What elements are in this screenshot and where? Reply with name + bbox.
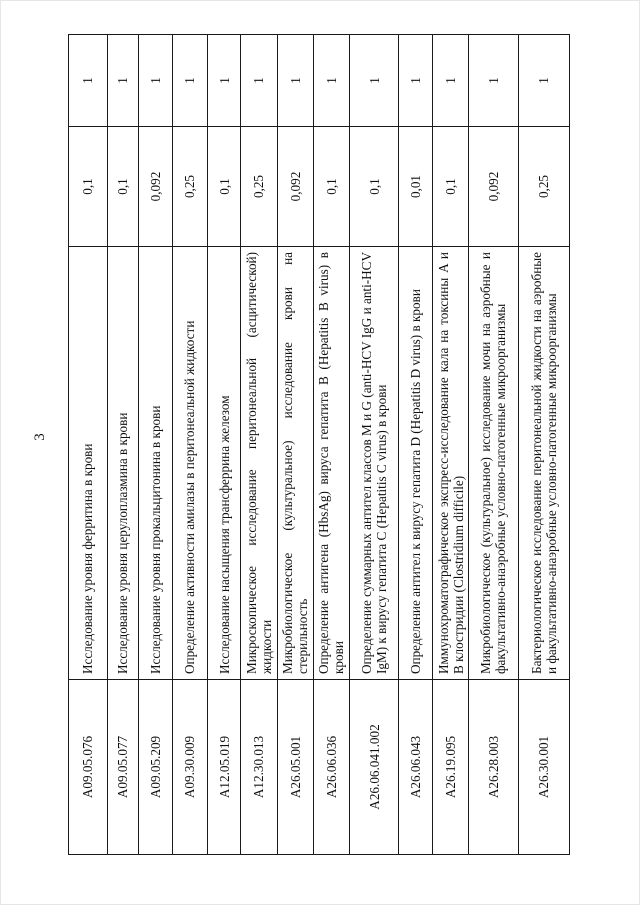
service-code: A26.28.003 xyxy=(469,680,518,855)
table-row xyxy=(518,35,569,855)
service-code: A26.06.043 xyxy=(399,680,433,855)
frequency-value: 0,25 xyxy=(518,127,569,247)
table-rotated-container xyxy=(68,35,570,855)
table-row xyxy=(469,35,518,855)
service-code: A09.05.077 xyxy=(107,680,138,855)
frequency-value: 0,1 xyxy=(69,127,108,247)
table-row xyxy=(172,35,208,855)
frequency-value: 0,092 xyxy=(138,127,172,247)
table-frame xyxy=(68,35,570,855)
table-row xyxy=(433,35,469,855)
frequency-value: 0,25 xyxy=(172,127,208,247)
services-table xyxy=(68,34,570,855)
service-name: Иммунохроматографическое экспресс-исследование кала на токсины A и B клостридии (Clostridium difficile) xyxy=(433,247,469,680)
service-name: Определение антител к вирусу гепатита D (Hepatitis D virus) в крови xyxy=(399,247,433,680)
service-code: A26.06.036 xyxy=(313,680,349,855)
frequency-value: 0,01 xyxy=(399,127,433,247)
service-code: A09.05.209 xyxy=(138,680,172,855)
service-name: Исследование насыщения трансферрина железом xyxy=(208,247,241,680)
frequency-value: 0,1 xyxy=(433,127,469,247)
table-row xyxy=(107,35,138,855)
table-row xyxy=(241,35,277,855)
service-name: Определение антигена (HbsAg) вируса гепатита B (Hepatitis B virus) в крови xyxy=(313,247,349,680)
table-row xyxy=(208,35,241,855)
service-code: A09.30.009 xyxy=(172,680,208,855)
service-name: Исследование уровня церулоплазмина в крови xyxy=(107,247,138,680)
service-name: Микробиологическое (культуральное) исследование мочи на аэробные и факультативно-анаэробные условно-патогенные микроорганизмы xyxy=(469,247,518,680)
multiplicity-value: 1 xyxy=(138,35,172,127)
table-row xyxy=(313,35,349,855)
multiplicity-value: 1 xyxy=(69,35,108,127)
frequency-value: 0,092 xyxy=(469,127,518,247)
service-code: A26.05.001 xyxy=(277,680,313,855)
table-row xyxy=(138,35,172,855)
page-number: 3 xyxy=(32,433,48,441)
frequency-value: 0,25 xyxy=(241,127,277,247)
multiplicity-value: 1 xyxy=(469,35,518,127)
multiplicity-value: 1 xyxy=(433,35,469,127)
multiplicity-value: 1 xyxy=(313,35,349,127)
service-code: A12.30.013 xyxy=(241,680,277,855)
service-name: Определение суммарных антител классов M и G (anti-HCV IgG и anti-HCV IgM) к вирусу гепатита C (Hepatitis C virus) в крови xyxy=(350,247,399,680)
multiplicity-value: 1 xyxy=(277,35,313,127)
frequency-value: 0,1 xyxy=(350,127,399,247)
multiplicity-value: 1 xyxy=(518,35,569,127)
frequency-value: 0,1 xyxy=(107,127,138,247)
frequency-value: 0,1 xyxy=(208,127,241,247)
service-code: A26.06.041.002 xyxy=(350,680,399,855)
service-name: Исследование уровня прокальцитонина в крови xyxy=(138,247,172,680)
frequency-value: 0,092 xyxy=(277,127,313,247)
multiplicity-value: 1 xyxy=(107,35,138,127)
multiplicity-value: 1 xyxy=(241,35,277,127)
table-row xyxy=(399,35,433,855)
service-name: Микробиологическое (культуральное) исследование крови на стерильность xyxy=(277,247,313,680)
multiplicity-value: 1 xyxy=(172,35,208,127)
multiplicity-value: 1 xyxy=(399,35,433,127)
service-code: A12.05.019 xyxy=(208,680,241,855)
table-row xyxy=(350,35,399,855)
service-code: A26.30.001 xyxy=(518,680,569,855)
table-row xyxy=(69,35,108,855)
service-name: Микроскопическое исследование перитонеальной (асцитической) жидкости xyxy=(241,247,277,680)
service-name: Исследование уровня ферритина в крови xyxy=(69,247,108,680)
service-name: Определение активности амилазы в перитонеальной жидкости xyxy=(172,247,208,680)
frequency-value: 0,1 xyxy=(313,127,349,247)
table-row xyxy=(277,35,313,855)
service-name: Бактериологическое исследование перитонеальной жидкости на аэробные и факультативно-анаэробные условно-патогенные микроорганизмы xyxy=(518,247,569,680)
service-code: A26.19.095 xyxy=(433,680,469,855)
service-code: A09.05.076 xyxy=(69,680,108,855)
multiplicity-value: 1 xyxy=(350,35,399,127)
multiplicity-value: 1 xyxy=(208,35,241,127)
